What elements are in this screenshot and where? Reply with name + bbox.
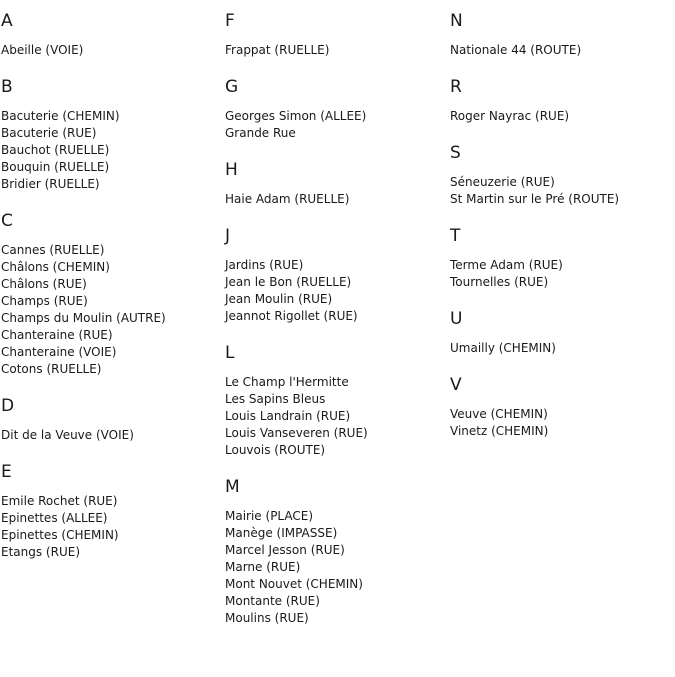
index-column-2 [225, 11, 445, 645]
street-link[interactable]: Louis Vanseveren (RUE) [225, 426, 368, 440]
street-link[interactable]: Champs du Moulin (AUTRE) [1, 311, 166, 325]
letter-group [225, 343, 445, 459]
letter-heading: G [225, 77, 239, 97]
street-link[interactable]: Manège (IMPASSE) [225, 526, 338, 540]
index-column-3 [450, 11, 670, 458]
street-link[interactable]: Etangs (RUE) [1, 545, 80, 559]
street-link[interactable]: Bauchot (RUELLE) [1, 143, 110, 157]
letter-heading: M [225, 477, 240, 497]
letter-heading: V [450, 375, 462, 395]
street-link[interactable]: Cannes (RUELLE) [1, 243, 105, 257]
street-link[interactable]: Châlons (RUE) [1, 277, 87, 291]
letter-group [450, 226, 670, 291]
street-link[interactable]: Moulins (RUE) [225, 611, 309, 625]
street-link[interactable]: Le Champ l'Hermitte [225, 375, 349, 389]
letter-group [1, 211, 221, 378]
street-link[interactable]: Georges Simon (ALLEE) [225, 109, 367, 123]
street-link[interactable]: Chanteraine (VOIE) [1, 345, 117, 359]
letter-heading: A [1, 11, 13, 31]
letter-group [1, 396, 221, 444]
street-link[interactable]: Haie Adam (RUELLE) [225, 192, 350, 206]
letter-heading: D [1, 396, 15, 416]
street-link[interactable]: Jardins (RUE) [225, 258, 304, 272]
street-link[interactable]: Dit de la Veuve (VOIE) [1, 428, 134, 442]
street-link[interactable]: Jeannot Rigollet (RUE) [225, 309, 358, 323]
index-column-1 [1, 11, 221, 579]
street-link[interactable]: Emile Rochet (RUE) [1, 494, 118, 508]
letter-heading: T [450, 226, 461, 246]
letter-heading: B [1, 77, 13, 97]
street-link[interactable]: Bacuterie (RUE) [1, 126, 97, 140]
letter-group [1, 11, 221, 59]
letter-heading: L [225, 343, 235, 363]
street-link[interactable]: Jean Moulin (RUE) [225, 292, 333, 306]
street-link[interactable]: Bridier (RUELLE) [1, 177, 100, 191]
street-link[interactable]: Montante (RUE) [225, 594, 320, 608]
street-link[interactable]: Bacuterie (CHEMIN) [1, 109, 120, 123]
street-link[interactable]: Chanteraine (RUE) [1, 328, 113, 342]
street-link[interactable]: Marne (RUE) [225, 560, 301, 574]
letter-group [450, 309, 670, 357]
letter-group [450, 375, 670, 440]
letter-group [225, 226, 445, 325]
letter-heading: N [450, 11, 463, 31]
letter-group [1, 77, 221, 193]
street-link[interactable]: Roger Nayrac (RUE) [450, 109, 570, 123]
street-link[interactable]: Frappat (RUELLE) [225, 43, 330, 57]
street-link[interactable]: Abeille (VOIE) [1, 43, 84, 57]
street-link[interactable]: Châlons (CHEMIN) [1, 260, 110, 274]
street-link[interactable]: Mont Nouvet (CHEMIN) [225, 577, 363, 591]
letter-heading: U [450, 309, 463, 329]
street-link[interactable]: Epinettes (CHEMIN) [1, 528, 119, 542]
letter-group [225, 77, 445, 142]
letter-group [225, 160, 445, 208]
letter-group [450, 143, 670, 208]
letter-heading: H [225, 160, 238, 180]
street-link[interactable]: Epinettes (ALLEE) [1, 511, 108, 525]
letter-group [450, 77, 670, 125]
street-link[interactable]: Terme Adam (RUE) [450, 258, 563, 272]
street-link[interactable]: St Martin sur le Pré (ROUTE) [450, 192, 620, 206]
street-link[interactable]: Cotons (RUELLE) [1, 362, 102, 376]
street-link[interactable]: Mairie (PLACE) [225, 509, 314, 523]
street-link[interactable]: Nationale 44 (ROUTE) [450, 43, 582, 57]
letter-heading: S [450, 143, 461, 163]
letter-heading: C [1, 211, 13, 231]
letter-group [225, 11, 445, 59]
letter-group [225, 477, 445, 627]
street-link[interactable]: Louis Landrain (RUE) [225, 409, 351, 423]
letter-heading: F [225, 11, 235, 31]
street-link[interactable]: Umailly (CHEMIN) [450, 341, 556, 355]
street-link[interactable]: Tournelles (RUE) [450, 275, 549, 289]
street-link[interactable]: Grande Rue [225, 126, 296, 140]
letter-heading: J [225, 226, 231, 246]
letter-heading: E [1, 462, 12, 482]
street-link[interactable]: Séneuzerie (RUE) [450, 175, 555, 189]
street-link[interactable]: Marcel Jesson (RUE) [225, 543, 345, 557]
street-link[interactable]: Les Sapins Bleus [225, 392, 326, 406]
letter-group [1, 462, 221, 561]
letter-heading: R [450, 77, 462, 97]
street-link[interactable]: Jean le Bon (RUELLE) [225, 275, 352, 289]
street-link[interactable]: Vinetz (CHEMIN) [450, 424, 549, 438]
street-link[interactable]: Louvois (ROUTE) [225, 443, 326, 457]
street-link[interactable]: Champs (RUE) [1, 294, 88, 308]
street-link[interactable]: Bouquin (RUELLE) [1, 160, 110, 174]
street-link[interactable]: Veuve (CHEMIN) [450, 407, 548, 421]
letter-group [450, 11, 670, 59]
